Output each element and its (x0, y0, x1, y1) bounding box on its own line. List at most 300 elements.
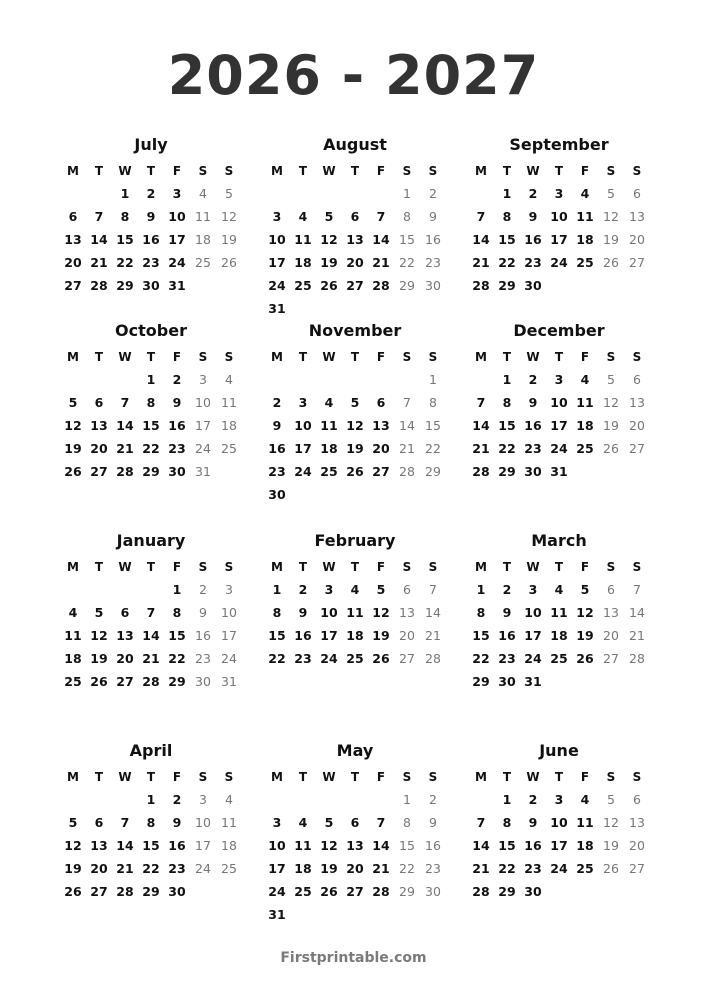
day-cell: 24 (550, 861, 568, 876)
day-cell: 26 (221, 255, 237, 270)
month-name: February (314, 531, 396, 550)
day-cell: 30 (524, 884, 542, 899)
day-cell: 8 (403, 815, 411, 830)
day-cell: 25 (576, 861, 594, 876)
day-cell: 10 (550, 395, 568, 410)
weekday-header (60, 556, 242, 578)
day-cell: 14 (399, 418, 415, 433)
day-cell: 12 (64, 418, 82, 433)
empty-cell (112, 788, 138, 811)
day-cell: 13 (629, 815, 645, 830)
day-cell: 4 (225, 372, 233, 387)
weekday-header (468, 346, 650, 368)
day-cell: 22 (142, 861, 160, 876)
empty-cell (60, 182, 86, 205)
day-cell: 1 (403, 186, 411, 201)
day-cell: 30 (168, 884, 186, 899)
weekday-label: S (632, 770, 642, 784)
weekday-header (264, 346, 446, 368)
day-cell: 22 (498, 861, 516, 876)
empty-cell (112, 368, 138, 391)
empty-cell (342, 788, 368, 811)
day-cell: 13 (372, 418, 390, 433)
day-cell: 22 (498, 255, 516, 270)
day-cell: 12 (603, 395, 619, 410)
day-cell: 9 (199, 605, 207, 620)
day-cell: 24 (195, 861, 211, 876)
day-cell: 23 (168, 441, 186, 456)
day-cell: 28 (472, 278, 490, 293)
day-cell: 28 (399, 464, 415, 479)
day-cell: 17 (320, 628, 338, 643)
day-cell: 14 (472, 838, 490, 853)
day-cell: 26 (346, 464, 364, 479)
weekday-label: S (606, 770, 616, 784)
day-cell: 15 (168, 628, 186, 643)
weekday-label: S (632, 350, 642, 364)
day-cell: 30 (425, 278, 441, 293)
weekday-label: T (146, 770, 156, 784)
day-cell: 25 (346, 651, 364, 666)
weekday-label: W (526, 560, 540, 574)
day-cell: 25 (221, 441, 237, 456)
weekday-label: M (67, 770, 79, 784)
day-cell: 17 (524, 628, 542, 643)
day-cell: 14 (116, 838, 134, 853)
day-cell: 18 (320, 441, 338, 456)
day-cell: 7 (146, 605, 156, 620)
empty-cell (290, 368, 316, 391)
day-cell: 23 (524, 441, 542, 456)
day-cell: 13 (629, 209, 645, 224)
weekday-label: T (146, 164, 156, 178)
day-cell: 18 (346, 628, 364, 643)
weekday-label: S (428, 164, 438, 178)
weekday-label: T (94, 770, 104, 784)
day-cell: 19 (603, 418, 619, 433)
day-cell: 10 (294, 418, 312, 433)
day-cell: 3 (199, 372, 207, 387)
day-cell: 28 (116, 884, 134, 899)
day-cell: 8 (502, 395, 512, 410)
day-cell: 18 (576, 418, 594, 433)
day-cell: 30 (142, 278, 160, 293)
day-cell: 15 (399, 838, 415, 853)
empty-cell (368, 788, 394, 811)
weekday-label: T (554, 350, 564, 364)
day-cell: 29 (399, 278, 415, 293)
month-july (60, 134, 242, 297)
weekday-label: T (350, 560, 360, 574)
weekday-label: M (271, 770, 283, 784)
day-cell: 28 (90, 278, 108, 293)
day-cell: 13 (629, 395, 645, 410)
day-cell: 20 (629, 418, 645, 433)
day-cell: 5 (607, 372, 615, 387)
day-cell: 8 (502, 209, 512, 224)
day-cell: 28 (372, 884, 390, 899)
weekday-label: W (322, 770, 336, 784)
day-cell: 1 (429, 372, 437, 387)
day-cell: 18 (64, 651, 82, 666)
day-grid (264, 578, 446, 670)
day-cell: 25 (221, 861, 237, 876)
day-cell: 14 (372, 838, 390, 853)
weekday-label: S (198, 164, 208, 178)
day-cell: 1 (120, 186, 130, 201)
day-cell: 24 (294, 464, 312, 479)
empty-cell (316, 368, 342, 391)
day-cell: 19 (64, 861, 82, 876)
day-cell: 9 (146, 209, 156, 224)
day-cell: 13 (603, 605, 619, 620)
day-cell: 11 (64, 628, 82, 643)
day-cell: 10 (168, 209, 186, 224)
month-january (60, 530, 242, 693)
day-cell: 14 (472, 418, 490, 433)
empty-cell (138, 578, 164, 601)
day-cell: 29 (116, 278, 134, 293)
empty-cell (264, 368, 290, 391)
day-cell: 29 (498, 464, 516, 479)
weekday-label: M (475, 770, 487, 784)
day-cell: 10 (221, 605, 237, 620)
day-cell: 17 (268, 861, 286, 876)
weekday-label: S (632, 560, 642, 574)
day-cell: 3 (172, 186, 182, 201)
day-cell: 19 (221, 232, 237, 247)
day-cell: 6 (350, 209, 360, 224)
day-cell: 10 (268, 232, 286, 247)
day-grid (264, 788, 446, 926)
day-cell: 8 (476, 605, 486, 620)
weekday-label: T (94, 560, 104, 574)
weekday-label: S (402, 350, 412, 364)
weekday-label: T (502, 164, 512, 178)
day-cell: 29 (472, 674, 490, 689)
day-cell: 4 (298, 209, 308, 224)
weekday-label: S (402, 560, 412, 574)
day-cell: 19 (603, 232, 619, 247)
day-cell: 21 (472, 861, 490, 876)
month-august (264, 134, 446, 320)
day-cell: 6 (633, 186, 641, 201)
weekday-label: W (322, 164, 336, 178)
day-cell: 14 (629, 605, 645, 620)
day-cell: 25 (64, 674, 82, 689)
month-february (264, 530, 446, 670)
day-cell: 28 (472, 884, 490, 899)
day-cell: 5 (580, 582, 590, 597)
day-cell: 31 (268, 301, 286, 316)
day-cell: 17 (268, 255, 286, 270)
day-cell: 17 (550, 232, 568, 247)
day-cell: 26 (64, 884, 82, 899)
weekday-label: T (298, 560, 308, 574)
day-cell: 14 (90, 232, 108, 247)
day-cell: 4 (554, 582, 564, 597)
weekday-label: T (298, 164, 308, 178)
day-cell: 16 (524, 838, 542, 853)
day-cell: 11 (346, 605, 364, 620)
weekday-label: S (606, 350, 616, 364)
day-cell: 14 (116, 418, 134, 433)
day-cell: 30 (498, 674, 516, 689)
day-cell: 7 (403, 395, 411, 410)
day-cell: 7 (376, 815, 386, 830)
day-cell: 15 (498, 232, 516, 247)
day-cell: 2 (199, 582, 207, 597)
day-cell: 23 (195, 651, 211, 666)
day-cell: 6 (68, 209, 78, 224)
day-cell: 30 (168, 464, 186, 479)
day-cell: 15 (498, 838, 516, 853)
day-cell: 3 (272, 815, 282, 830)
day-cell: 27 (116, 674, 134, 689)
day-cell: 1 (502, 792, 512, 807)
day-cell: 4 (199, 186, 207, 201)
day-cell: 13 (90, 418, 108, 433)
weekday-label: F (172, 560, 182, 574)
day-cell: 9 (528, 209, 538, 224)
day-cell: 6 (633, 792, 641, 807)
day-cell: 21 (425, 628, 441, 643)
day-cell: 19 (90, 651, 108, 666)
weekday-label: M (271, 560, 283, 574)
day-cell: 16 (524, 232, 542, 247)
day-grid (60, 368, 242, 483)
day-cell: 29 (168, 674, 186, 689)
day-cell: 22 (399, 861, 415, 876)
day-cell: 11 (294, 232, 312, 247)
day-cell: 9 (429, 815, 437, 830)
weekday-header (468, 556, 650, 578)
weekday-label: M (67, 164, 79, 178)
day-cell: 21 (472, 441, 490, 456)
day-cell: 25 (195, 255, 211, 270)
day-cell: 28 (372, 278, 390, 293)
day-cell: 21 (116, 441, 134, 456)
day-cell: 24 (550, 255, 568, 270)
day-cell: 28 (142, 674, 160, 689)
day-cell: 12 (320, 838, 338, 853)
day-cell: 5 (68, 815, 78, 830)
day-cell: 3 (324, 582, 334, 597)
empty-cell (368, 368, 394, 391)
day-cell: 4 (68, 605, 78, 620)
day-cell: 12 (221, 209, 237, 224)
day-cell: 27 (629, 861, 645, 876)
day-cell: 5 (225, 186, 233, 201)
day-cell: 28 (629, 651, 645, 666)
day-cell: 16 (142, 232, 160, 247)
month-name: July (134, 135, 168, 154)
day-cell: 6 (120, 605, 130, 620)
day-cell: 24 (524, 651, 542, 666)
empty-cell (468, 788, 494, 811)
day-cell: 13 (116, 628, 134, 643)
day-cell: 15 (472, 628, 490, 643)
calendar-title: 2026 - 2027 (167, 44, 540, 107)
day-cell: 25 (576, 441, 594, 456)
day-cell: 14 (425, 605, 441, 620)
month-name: April (129, 741, 173, 760)
day-cell: 20 (90, 861, 108, 876)
day-cell: 31 (550, 464, 568, 479)
day-cell: 3 (554, 372, 564, 387)
day-cell: 10 (550, 815, 568, 830)
day-cell: 21 (90, 255, 108, 270)
day-cell: 10 (550, 209, 568, 224)
day-cell: 28 (116, 464, 134, 479)
day-cell: 1 (403, 792, 411, 807)
day-cell: 27 (90, 464, 108, 479)
day-cell: 19 (320, 255, 338, 270)
day-cell: 7 (476, 395, 486, 410)
day-cell: 2 (272, 395, 282, 410)
weekday-label: F (580, 350, 590, 364)
day-cell: 20 (399, 628, 415, 643)
day-cell: 4 (324, 395, 334, 410)
weekday-label: T (554, 560, 564, 574)
day-cell: 2 (172, 792, 182, 807)
day-cell: 2 (146, 186, 156, 201)
day-cell: 11 (294, 838, 312, 853)
day-cell: 24 (221, 651, 237, 666)
day-cell: 5 (607, 186, 615, 201)
day-cell: 5 (94, 605, 104, 620)
weekday-header (468, 160, 650, 182)
day-cell: 30 (195, 674, 211, 689)
day-cell: 26 (603, 255, 619, 270)
weekday-label: S (428, 560, 438, 574)
day-cell: 7 (94, 209, 104, 224)
day-cell: 16 (168, 838, 186, 853)
day-cell: 10 (524, 605, 542, 620)
day-cell: 10 (320, 605, 338, 620)
month-name: June (539, 741, 579, 760)
weekday-label: W (526, 350, 540, 364)
day-cell: 7 (476, 209, 486, 224)
weekday-label: S (606, 164, 616, 178)
day-cell: 11 (576, 395, 594, 410)
day-cell: 26 (90, 674, 108, 689)
day-cell: 20 (64, 255, 82, 270)
empty-cell (342, 182, 368, 205)
day-cell: 12 (320, 232, 338, 247)
weekday-label: M (271, 164, 283, 178)
day-cell: 21 (472, 255, 490, 270)
day-cell: 21 (372, 861, 390, 876)
weekday-label: S (224, 770, 234, 784)
day-grid (60, 578, 242, 693)
day-cell: 23 (142, 255, 160, 270)
weekday-header (264, 160, 446, 182)
day-cell: 18 (550, 628, 568, 643)
weekday-label: T (502, 560, 512, 574)
day-cell: 8 (120, 209, 130, 224)
day-cell: 17 (550, 418, 568, 433)
day-cell: 3 (554, 186, 564, 201)
weekday-label: S (606, 560, 616, 574)
day-cell: 7 (376, 209, 386, 224)
day-cell: 16 (498, 628, 516, 643)
weekday-label: T (94, 350, 104, 364)
weekday-label: F (376, 164, 386, 178)
day-cell: 22 (268, 651, 286, 666)
day-cell: 13 (399, 605, 415, 620)
weekday-label: T (146, 350, 156, 364)
day-cell: 17 (294, 441, 312, 456)
day-cell: 7 (120, 395, 130, 410)
empty-cell (86, 182, 112, 205)
weekday-header (468, 766, 650, 788)
day-cell: 28 (472, 464, 490, 479)
day-cell: 24 (195, 441, 211, 456)
day-cell: 14 (142, 628, 160, 643)
weekday-label: T (298, 770, 308, 784)
day-cell: 23 (524, 255, 542, 270)
day-cell: 5 (324, 209, 334, 224)
day-cell: 1 (502, 372, 512, 387)
day-cell: 4 (580, 372, 590, 387)
day-cell: 1 (272, 582, 282, 597)
day-cell: 21 (629, 628, 645, 643)
day-cell: 12 (603, 209, 619, 224)
day-cell: 14 (372, 232, 390, 247)
month-november (264, 320, 446, 506)
day-cell: 1 (502, 186, 512, 201)
empty-cell (316, 788, 342, 811)
weekday-label: F (580, 770, 590, 784)
weekday-header (60, 346, 242, 368)
day-cell: 5 (376, 582, 386, 597)
empty-cell (368, 182, 394, 205)
day-cell: 2 (429, 186, 437, 201)
day-cell: 19 (576, 628, 594, 643)
day-cell: 9 (172, 815, 182, 830)
day-cell: 29 (142, 884, 160, 899)
day-cell: 25 (550, 651, 568, 666)
weekday-label: S (198, 350, 208, 364)
weekday-header (60, 160, 242, 182)
empty-cell (86, 368, 112, 391)
month-name: January (116, 531, 186, 550)
day-cell: 3 (199, 792, 207, 807)
day-cell: 31 (221, 674, 237, 689)
day-cell: 9 (502, 605, 512, 620)
day-cell: 22 (399, 255, 415, 270)
empty-cell (264, 788, 290, 811)
day-cell: 3 (272, 209, 282, 224)
day-cell: 19 (372, 628, 390, 643)
weekday-label: T (502, 770, 512, 784)
empty-cell (86, 788, 112, 811)
day-cell: 22 (116, 255, 134, 270)
day-cell: 8 (146, 395, 156, 410)
weekday-label: W (118, 560, 132, 574)
day-cell: 27 (90, 884, 108, 899)
day-cell: 15 (498, 418, 516, 433)
month-name: May (336, 741, 374, 760)
day-cell: 26 (603, 441, 619, 456)
day-cell: 4 (580, 792, 590, 807)
day-cell: 22 (168, 651, 186, 666)
day-cell: 12 (603, 815, 619, 830)
day-cell: 1 (476, 582, 486, 597)
day-cell: 6 (633, 372, 641, 387)
day-cell: 24 (268, 884, 286, 899)
